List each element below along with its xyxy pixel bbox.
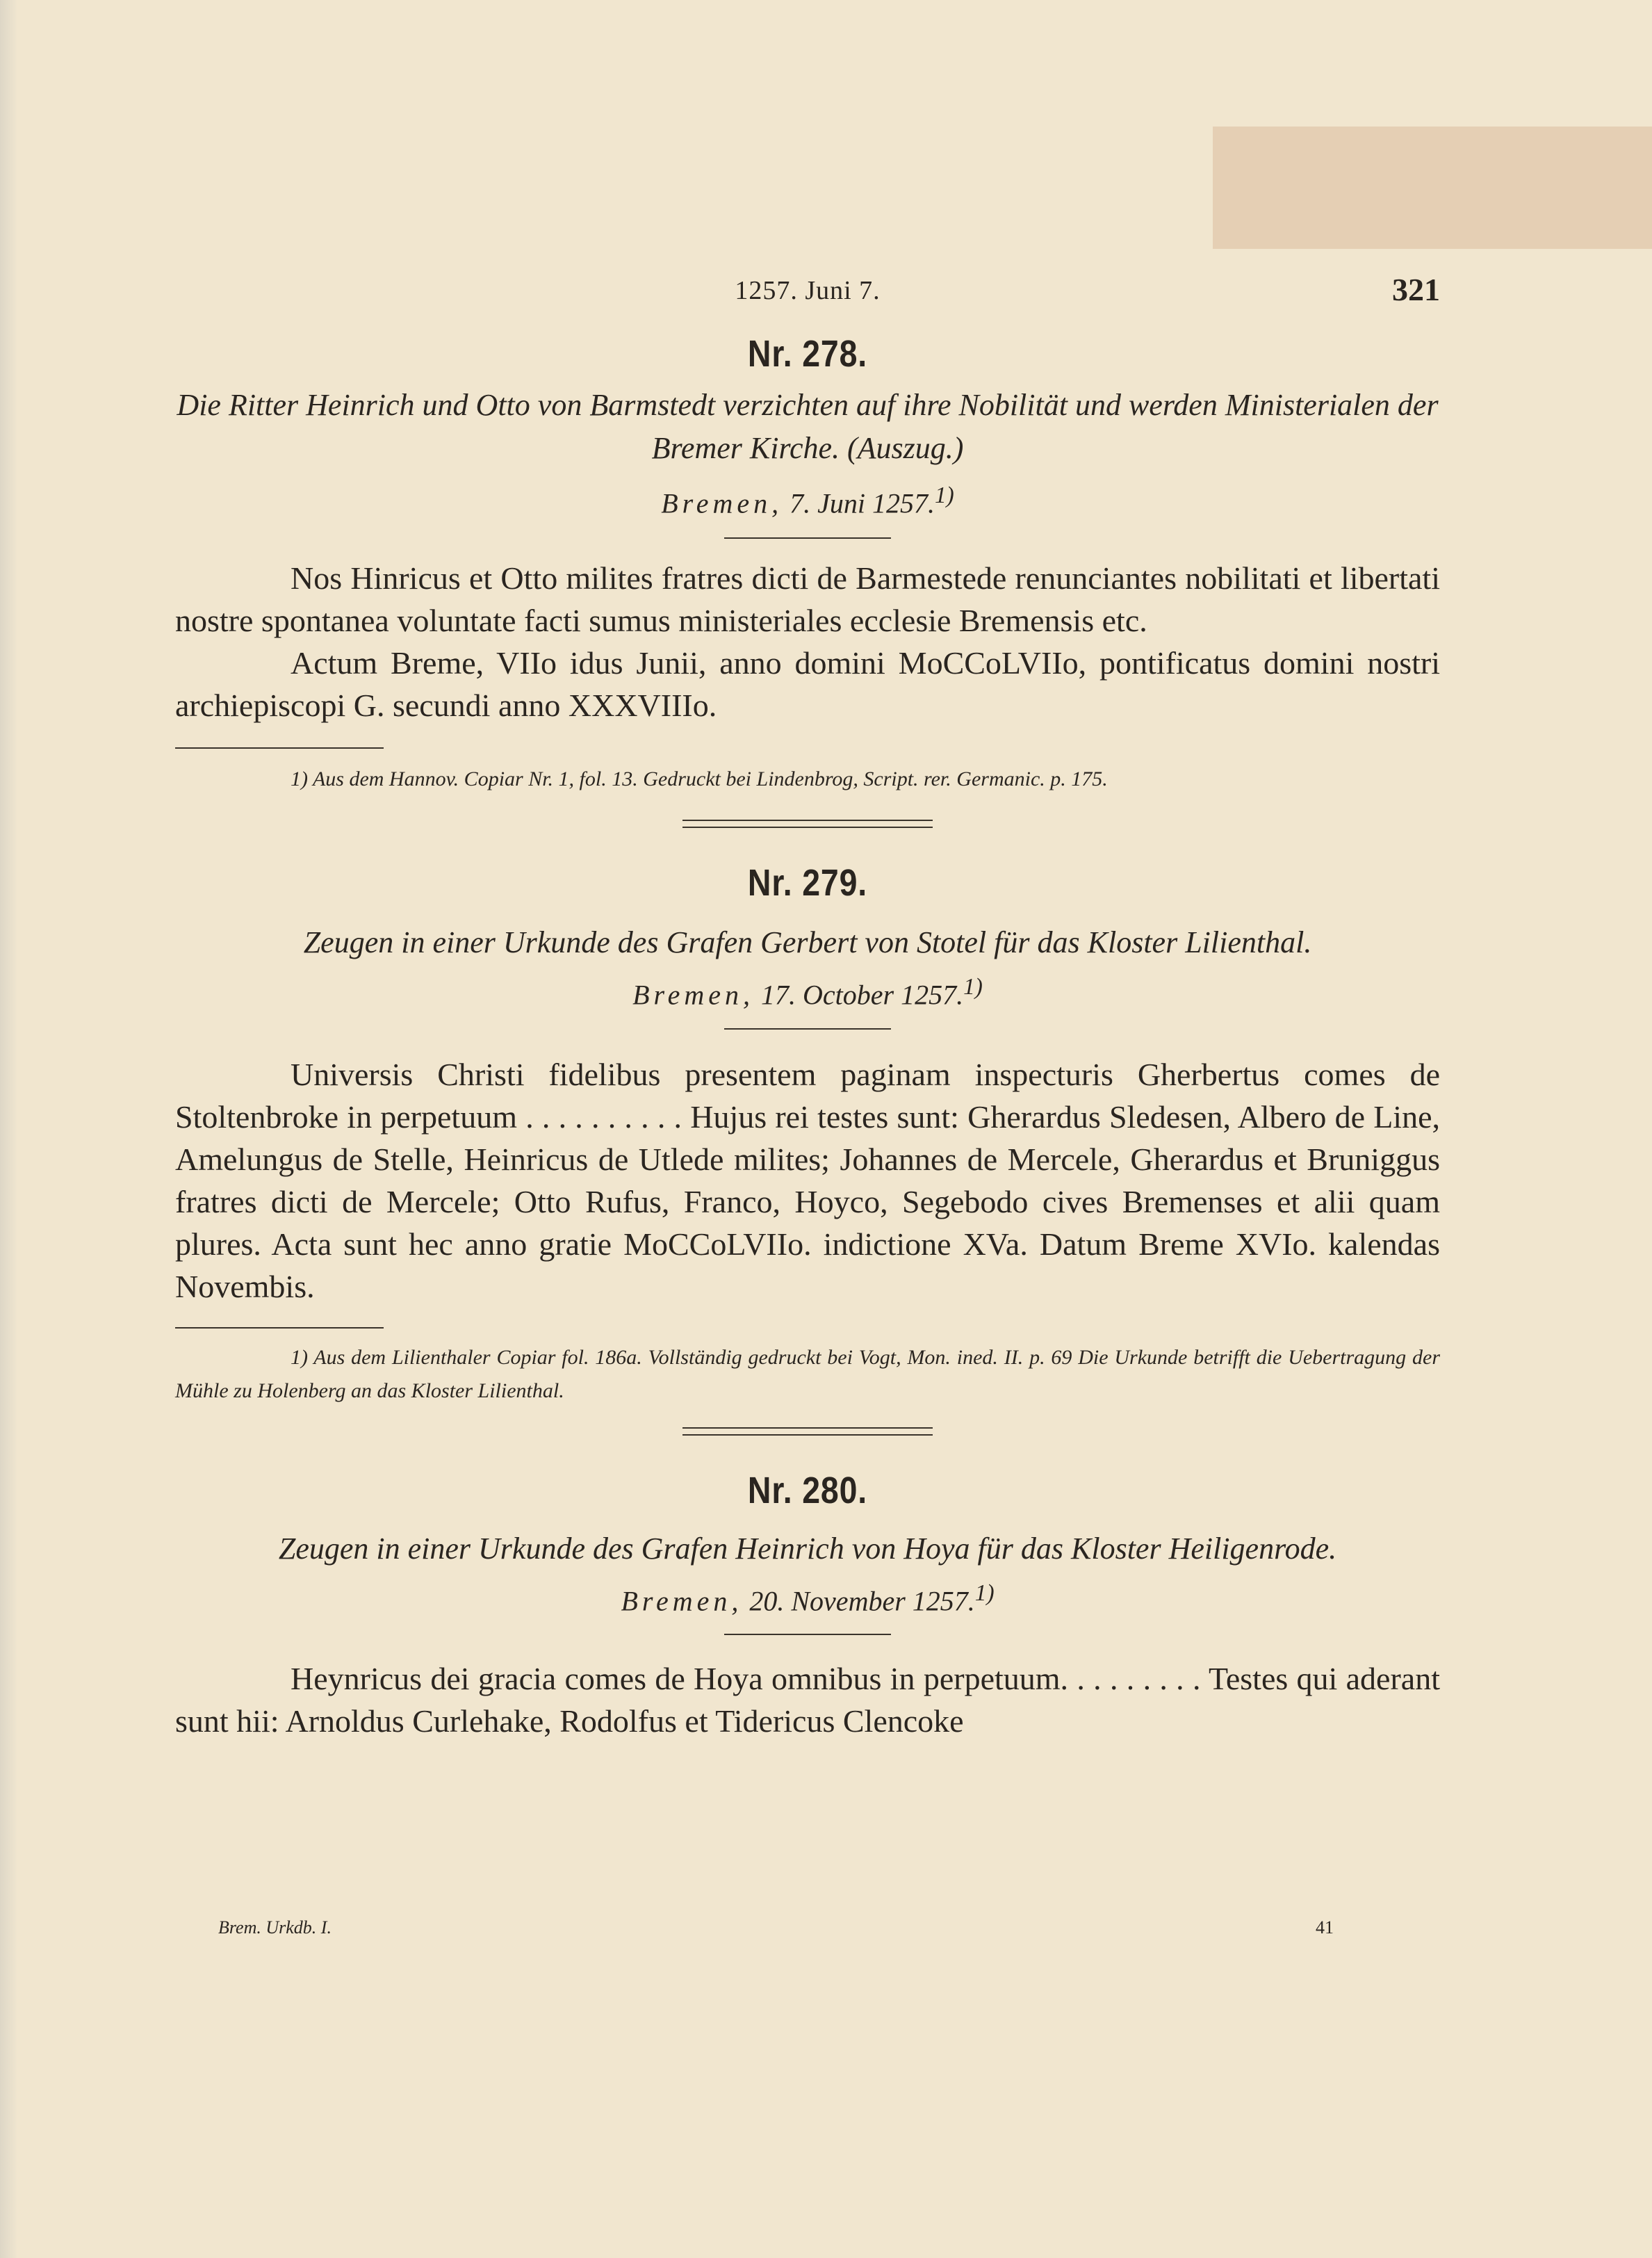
charter-number: Nr. 278.	[747, 333, 868, 375]
document-page	[175, 271, 1440, 1742]
charter-title: Zeugen in einer Urkunde des Grafen Heinrich von Hoya für das Kloster Heiligenrode.	[278, 1531, 1337, 1566]
charter-date: 7. Juni 1257.	[790, 487, 935, 519]
charter-number: Nr. 279.	[747, 862, 868, 904]
charter-text	[175, 557, 1440, 726]
sheet-number: 41	[1316, 1917, 1334, 1938]
charter-paragraph: Universis Christi fidelibus presentem paginam inspecturis Gherbertus comes de Stoltenbroke in perpetuum . . . . . . . . . . Hujus rei testes sunt: Gherardus Sledesen, Albero de Line, Amelungus de Stelle, Heinricus de Utlede milites; Johannes de Mercele, Gherardus et Bruniggus fratres dicti de Mercele; Otto Rufus, Franco, Hoyco, Segebodo cives Bremenses et alii quam plures. Acta sunt hec anno gratie MoCCoLVIIo. indictione XVa. Datum Breme XVIo. kalendas Novembis.	[175, 1056, 1440, 1304]
charter-date: 20. November 1257.	[749, 1584, 975, 1616]
footnote: 1) Aus dem Lilienthaler Copiar fol. 186a. Vollständig gedruckt bei Vogt, Mon. ined. II. p. 69 Die Urkunde betrifft die Uebertragung der Mühle zu Holenberg an das Kloster Lilienthal.	[175, 1345, 1440, 1402]
charter-280	[175, 1436, 1440, 1742]
charter-place-date	[175, 974, 1440, 1011]
charter-number: Nr. 280.	[747, 1469, 868, 1511]
running-head-date: 1257. Juni 7.	[735, 276, 881, 305]
charter-title: Zeugen in einer Urkunde des Grafen Gerbert von Stotel für das Kloster Lilienthal.	[303, 925, 1312, 960]
page-foot	[0, 1917, 1652, 1945]
charter-text	[175, 1657, 1440, 1742]
section-divider	[682, 1427, 933, 1436]
running-head	[175, 271, 1440, 320]
section-divider	[682, 820, 933, 828]
charter-paragraph: Actum Breme, VIIo idus Junii, anno domini MoCCoLVIIo, pontificatus domini nostri archiepiscopi G. secundi anno XXXVIIIo.	[175, 645, 1440, 724]
charter-title: Die Ritter Heinrich und Otto von Barmstedt verzichten auf ihre Nobilität und werden Ministerialen der Bremer Kirche. (Auszug.)	[177, 388, 1439, 465]
charter-place-date	[175, 482, 1440, 519]
footnote-mark: 1)	[935, 482, 954, 508]
charter-date: 17. October 1257.	[761, 979, 964, 1011]
charter-place: Bremen,	[621, 1584, 743, 1616]
charter-paragraph: Nos Hinricus et Otto milites fratres dicti de Barmestede renunciantes nobilitati et libertati nostre spontanea voluntate facti sumus ministeriales ecclesie Bremensis etc.	[175, 560, 1440, 639]
charter-place: Bremen,	[661, 487, 783, 519]
footnote-mark: 1)	[974, 1579, 995, 1606]
footnote: 1) Aus dem Hannov. Copiar Nr. 1, fol. 13. Gedruckt bei Lindenbrog, Script. rer. Germanic. p. 175.	[291, 767, 1108, 791]
footnote-mark: 1)	[963, 974, 983, 1000]
charter-paragraph: Heynricus dei gracia comes de Hoya omnibus in perpetuum. . . . . . . . . Testes qui aderant sunt hii: Arnoldus Curlehake, Rodolfus et Tidericus Clencoke	[175, 1660, 1440, 1739]
charter-place-date	[175, 1580, 1440, 1617]
signature-mark: Brem. Urkdb. I.	[218, 1917, 332, 1938]
charter-278	[175, 320, 1440, 828]
paper-stain	[1213, 127, 1652, 249]
charter-text	[175, 1053, 1440, 1308]
page-number: 321	[1392, 272, 1440, 307]
charter-279	[175, 828, 1440, 1435]
charter-place: Bremen,	[632, 979, 755, 1011]
